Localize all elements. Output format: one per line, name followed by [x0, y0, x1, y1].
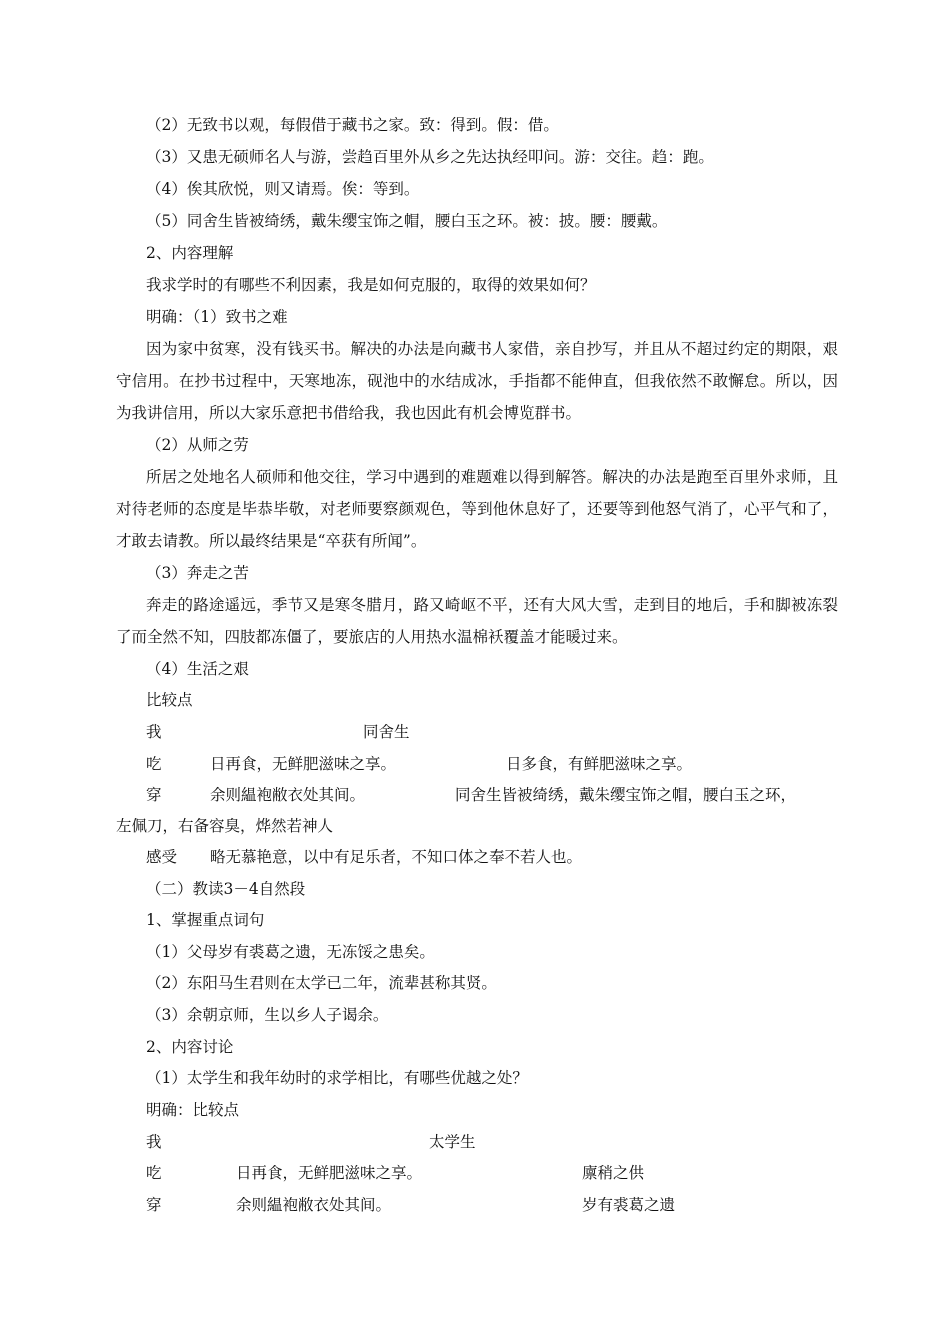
- subheading-life: （4）生活之艰: [146, 660, 249, 678]
- vocab-item-3: （3）又患无硕师名人与游，尝趋百里外从乡之先达执经叩问。游：交往。趋：跑。: [146, 148, 714, 166]
- subheading-teacher: （2）从师之劳: [146, 436, 249, 454]
- table1-row-eat-label: 吃: [146, 755, 162, 773]
- question: 我求学时的有哪些不利因素，我是如何克服的，取得的效果如何？: [146, 276, 596, 294]
- table1-row-eat-me: 日再食，无鲜肥滋味之享。: [210, 755, 397, 773]
- vocab-item-5: （5）同舍生皆被绮绣，戴朱缨宝饰之帽，腰白玉之环。被：披。腰：腰戴。: [146, 212, 668, 230]
- key-phrase-1: （1）父母岁有裘葛之遗，无冻馁之患矣。: [146, 943, 435, 961]
- paragraph-book-difficulty: 因为家中贫寒，没有钱买书。解决的办法是向藏书人家借，亲自抄写，并且从不超过约定的期限，艰守信用。在抄书过程中，天寒地冻，砚池中的水结成冰，手指都不能伸直，但我依然不敢懈怠。所以，因为我讲信用，所以大家乐意把书借给我，我也因此有机会博览群书。: [116, 340, 838, 423]
- table1-header-classmates: 同舍生: [363, 723, 410, 741]
- discussion-question: （1）太学生和我年幼时的求学相比，有哪些优越之处？: [146, 1069, 528, 1087]
- section-heading-paragraphs-3-4: （二）教读3－4自然段: [146, 880, 306, 898]
- answer-heading-1: 明确：（1）致书之难: [146, 308, 288, 326]
- table2-header-me: 我: [146, 1133, 162, 1151]
- table2-row-wear-me: 余则緼袍敝衣处其间。: [236, 1196, 392, 1214]
- table1-row-eat-classmates: 日多食，有鲜肥滋味之享。: [506, 755, 693, 773]
- section-heading-content-understanding: 2、内容理解: [146, 244, 234, 262]
- table1-header-me: 我: [146, 723, 162, 741]
- table2-row-eat-label: 吃: [146, 1164, 162, 1182]
- subheading-discussion: 2、内容讨论: [146, 1038, 234, 1056]
- paragraph-teacher-labor: 所居之处地名人硕师和他交往，学习中遇到的难题难以得到解答。解决的办法是跑至百里外求师，且对待老师的态度是毕恭毕敬，对老师要察颜观色，等到他休息好了，还要等到他怒气消了，心平气和了，才敢去请教。所以最终结果是“卒获有所闻”。: [116, 468, 838, 551]
- subheading-travel: （3）奔走之苦: [146, 564, 249, 582]
- table2-row-eat-me: 日再食，无鲜肥滋味之享。: [236, 1164, 423, 1182]
- paragraph-travel-hardship: 奔走的路途遥远，季节又是寒冬腊月，路又崎岖不平，还有大风大雪，走到目的地后，手和脚被冻裂了而全然不知，四肢都冻僵了，要旅店的人用热水温棉袄覆盖才能暖过来。: [116, 596, 838, 647]
- vocab-item-2: （2）无致书以观，每假借于藏书之家。致：得到。假：借。: [146, 116, 559, 134]
- vocab-item-4: （4）俟其欣悦，则又请焉。俟：等到。: [146, 180, 420, 198]
- table2-row-wear-students: 岁有裘葛之遗: [582, 1196, 676, 1214]
- table1-row-wear-classmates-cont: 左佩刀，右备容臭，烨然若神人: [116, 817, 334, 835]
- table1-row-feeling-label: 感受: [146, 848, 178, 866]
- table1-row-wear-me: 余则緼袍敝衣处其间。: [210, 786, 366, 804]
- answer-heading-2: 明确：比较点: [146, 1101, 240, 1119]
- table2-header-students: 太学生: [429, 1133, 476, 1151]
- key-phrase-3: （3）余朝京师，生以乡人子谒余。: [146, 1006, 389, 1024]
- table1-row-feeling-me: 略无慕艳意，以中有足乐者，不知口体之奉不若人也。: [210, 848, 583, 866]
- comparison-label: 比较点: [146, 691, 193, 709]
- table2-row-eat-students: 廪稍之供: [582, 1164, 645, 1182]
- table1-row-wear-label: 穿: [146, 786, 162, 804]
- table1-row-wear-classmates: 同舍生皆被绮绣，戴朱缨宝饰之帽，腰白玉之环，: [455, 786, 797, 804]
- subheading-key-phrases: 1、掌握重点词句: [146, 911, 265, 929]
- key-phrase-2: （2）东阳马生君则在太学已二年，流辈甚称其贤。: [146, 974, 497, 992]
- table2-row-wear-label: 穿: [146, 1196, 162, 1214]
